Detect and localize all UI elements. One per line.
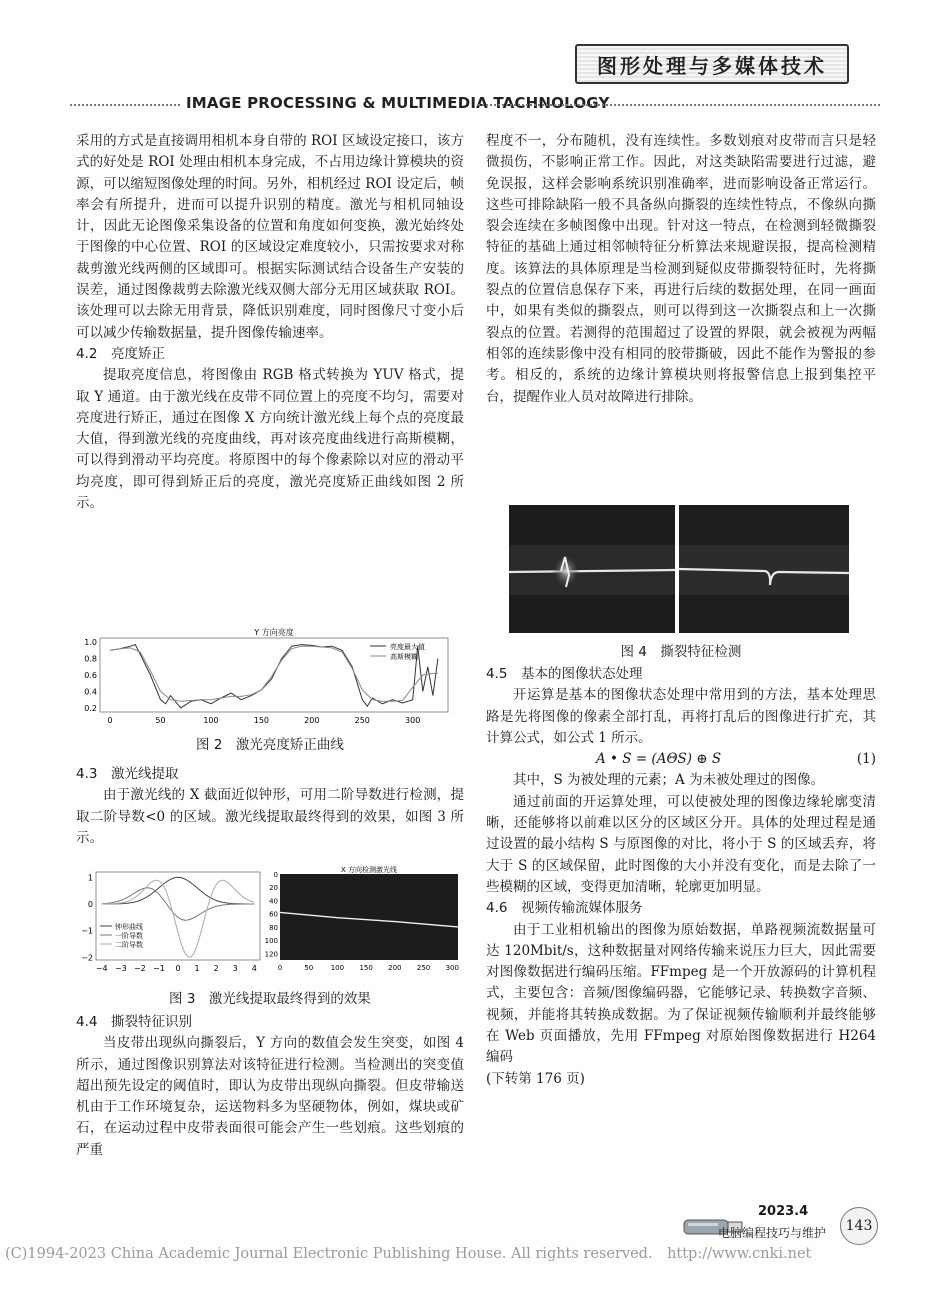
x-tick-label: 3 (232, 964, 238, 973)
y-tick-label: 1 (87, 873, 93, 883)
y-tick-label: 0 (87, 900, 93, 909)
x-tick-label: −1 (153, 964, 165, 973)
continued-note: (下转第 176 页) (486, 1070, 585, 1087)
section-title-en: IMAGE PROCESSING & MULTIMEDIA TACHNOLOGY (186, 94, 610, 112)
chart-title: Y 方向亮度 (254, 628, 294, 637)
section-heading: 4.4 撕裂特征识别 (76, 1014, 192, 1030)
section-heading: 4.2 亮度矫正 (76, 345, 165, 362)
y-tick-label: 20 (269, 884, 278, 893)
figure-3-laser-image (262, 864, 462, 976)
x-tick-label: 0 (175, 964, 181, 973)
x-tick-label: 300 (405, 716, 421, 725)
paragraph: 其中，S 为被处理的元素；A 为未被处理过的图像。 (513, 772, 825, 789)
section-heading: 4.6 视频传输流媒体服务 (486, 900, 643, 917)
figure-4-caption: 图 4 撕裂特征检测 (620, 644, 742, 660)
paragraph: 采用的方式是直接调用相机本身自带的 ROI 区域设定接口，该方式的好处是 ROI 处理由相机本身完成，不占用边缘计算模块的资源，可以缩短图像处理的时间。另外，相机经过 ROI 设定后，帧率会有所提升，进而可以提升识别的精度。激光与相机同轴设计，因此无论图像采集设备的位置和角度如何变换，激光始终处于图像的中心位置、ROI 的区域设定难度较小，只需按要求对称裁剪激光线两侧的区域即可。根据实际测试结合设备生产安装的误差，通过图像裁剪去除激光线双侧大部分无用区域获取 ROI。该处理可以去除无用背景，降低识别难度，同时图像尺寸变小后可以减少传输数据量，提升图像传输速率。 (76, 133, 464, 341)
x-tick-label: 250 (416, 964, 431, 972)
y-tick-label: 0.4 (84, 687, 97, 697)
chart-title: X 方向检测激光线 (340, 866, 398, 874)
x-tick-label: 1 (194, 964, 200, 973)
y-tick-label: −2 (81, 953, 93, 963)
y-tick-label: −1 (81, 926, 93, 936)
y-tick-label: 40 (269, 897, 278, 906)
legend-entry: 一阶导数 (115, 932, 143, 940)
left-column (76, 131, 464, 514)
paragraph: 开运算是基本的图像状态处理中常用到的方法，基本处理思路是先将图像的像素全部打乱，再将打乱后的图像进行扩充，其计算公式，如公式 1 所示。 (486, 687, 876, 746)
right-column (486, 131, 876, 408)
x-tick-label: 150 (359, 964, 373, 972)
x-tick-label: 2 (213, 964, 219, 973)
image-area (280, 874, 458, 960)
x-tick-label: 50 (304, 964, 314, 972)
formula-expression: A • S = (AΘS) ⊕ S (596, 751, 722, 768)
legend-entry: 二阶导数 (115, 941, 143, 949)
issue-number: 2023.4 (758, 1204, 809, 1219)
x-tick-label: 300 (445, 964, 459, 972)
y-tick-label: 100 (264, 937, 278, 946)
x-tick-label: 0 (277, 964, 283, 972)
paragraph: 由于工业相机输出的图像为原始数据，单路视频流数据量可达 120Mbit/s，这种数据量对网络传输来说压力巨大，因此需要对图像数据进行编码压缩。FFmpeg 是一个开放源码的计算机程式，主要包含：音频/图像编码器，它能够记录、转换数字音频、视频，并能将其转换成数据。为了保证视频传输顺利并最终能够在 Web 页面播放，先用 FFmpeg 对原始图像数据进行 H264 编码 (486, 921, 876, 1066)
x-tick-label: 150 (253, 716, 270, 725)
x-tick-label: 100 (330, 964, 345, 972)
x-tick-label: −4 (95, 964, 108, 973)
left-column-3 (76, 1012, 464, 1161)
paragraph: 通过前面的开运算处理，可以使被处理的图像边缘轮廓变清晰，还能够将以前难以区分的区域区分开。具体的处理过程是通过设置的最小结构 S 与原图像的对比，将小于 S 的区域丢弃，将大于 S 的区域保留，此时图像的大小并没有变化，而是去除了一些模糊的区域，变得更加清晰，轮廓更加明显。 (486, 793, 876, 895)
x-tick-label: −3 (114, 964, 127, 973)
x-tick-label: 200 (388, 964, 402, 972)
page-number: 143 (840, 1207, 878, 1245)
legend-entry: 钟形曲线 (115, 923, 143, 931)
y-tick-label: 0.6 (84, 671, 97, 680)
x-tick-label: −2 (133, 964, 146, 973)
y-tick-label: 0.8 (84, 654, 97, 664)
dotted-rule-left (70, 104, 180, 106)
dotted-rule-right (478, 104, 880, 106)
y-tick-label: 0 (273, 871, 278, 879)
right-column-2 (486, 664, 876, 1090)
y-tick-label: 60 (269, 910, 278, 919)
x-tick-label: 4 (251, 964, 257, 973)
section-title-box (575, 44, 849, 84)
section-title-cn: 图形处理与多媒体技术 (597, 53, 827, 78)
left-column-2 (76, 764, 464, 849)
x-tick-label: 250 (354, 716, 370, 725)
formula-1 (486, 749, 876, 770)
section-heading: 4.3 激光线提取 (76, 766, 179, 782)
figure-2-chart (76, 626, 456, 730)
x-tick-label: 200 (304, 716, 320, 725)
figure-3-caption: 图 3 激光线提取最终得到的效果 (169, 991, 371, 1007)
figure-4-tear-images (509, 505, 849, 633)
figure-2-caption: 图 2 激光亮度矫正曲线 (196, 737, 344, 753)
copyright-line: (C)1994-2023 China Academic Journal Electronic Publishing House. All rights reserved. http://www.cnki.net (5, 1246, 812, 1262)
section-band (70, 94, 880, 116)
paragraph: 提取亮度信息，将图像由 RGB 格式转换为 YUV 格式，提取 Y 通道。由于激光线在皮带不同位置上的亮度不均匀，需要对亮度进行矫正，通过在图像 X 方向统计激光线上每个点的亮度最大值，得到激光线的亮度曲线，再对该亮度曲线进行高斯模糊，可以得到滑动平均亮度。将原图中的每个像素除以对应的滑动平均亮度，即可得到矫正后的亮度，激光亮度矫正曲线如图 2 所示。 (76, 367, 464, 512)
x-tick-label: 100 (203, 716, 219, 725)
y-tick-label: 0.2 (84, 703, 97, 713)
y-tick-label: 80 (269, 923, 278, 932)
journal-name: 电脑编程技巧与维护 (718, 1226, 827, 1240)
paragraph: 当皮带出现纵向撕裂后，Y 方向的数值会发生突变，如图 4 所示，通过图像识别算法对该特征进行检测。当检测出的突变值超出预先设定的阈值时，即认为皮带出现纵向撕裂。但皮带输送机由于工作环境复杂，运送物料多为坚硬物体，例如，煤块或矿石，在运动过程中皮带表面很可能会产生一些划痕。这些划痕的严重 (76, 1035, 464, 1158)
y-tick-label: 120 (264, 950, 278, 959)
paragraph: 由于激光线的 X 截面近似钟形，可用二阶导数进行检测，提取二阶导数<0 的区域。激光线提取最终得到的效果，如图 3 所示。 (76, 787, 464, 846)
y-tick-label: 1.0 (84, 638, 97, 648)
legend-entry: 高斯模糊 (390, 653, 418, 661)
paragraph: 程度不一，分布随机，没有连续性。多数划痕对皮带而言只是轻微损伤，不影响正常工作。因此，对这类缺陷需要进行过滤，避免误报，这样会影响系统识别准确率，进而影响设备正常运行。这些可排除缺陷一般不具备纵向撕裂的连续性特点，不像纵向撕裂会连续在多帧图像中出现。针对这一特点，在检测到轻微撕裂特征的基础上通过相邻帧特征分析算法来规避误报，提高检测精度。该算法的具体原理是当检测到疑似皮带撕裂特征时，先将撕裂点的位置信息保存下来，再进行后续的数据处理，在同一画面中，如果有类似的撕裂点，则可以得到这一次撕裂点和上一次撕裂点的位置。若测得的范围超过了设置的界限，就会被视为两幅相邻的连续影像中没有相同的胶带撕破，因此不能作为警报的参考。相反的，系统的边缘计算模块则将报警信息上报到集控平台，提醒作业人员对故障进行排除。 (486, 133, 876, 405)
section-heading: 4.5 基本的图像状态处理 (486, 666, 643, 682)
formula-number: (1) (856, 751, 876, 768)
x-tick-label: 50 (155, 716, 166, 725)
figure-3-derivatives-chart (76, 866, 264, 976)
x-tick-label: 0 (107, 716, 113, 725)
legend-entry: 亮度最大值 (390, 643, 425, 651)
